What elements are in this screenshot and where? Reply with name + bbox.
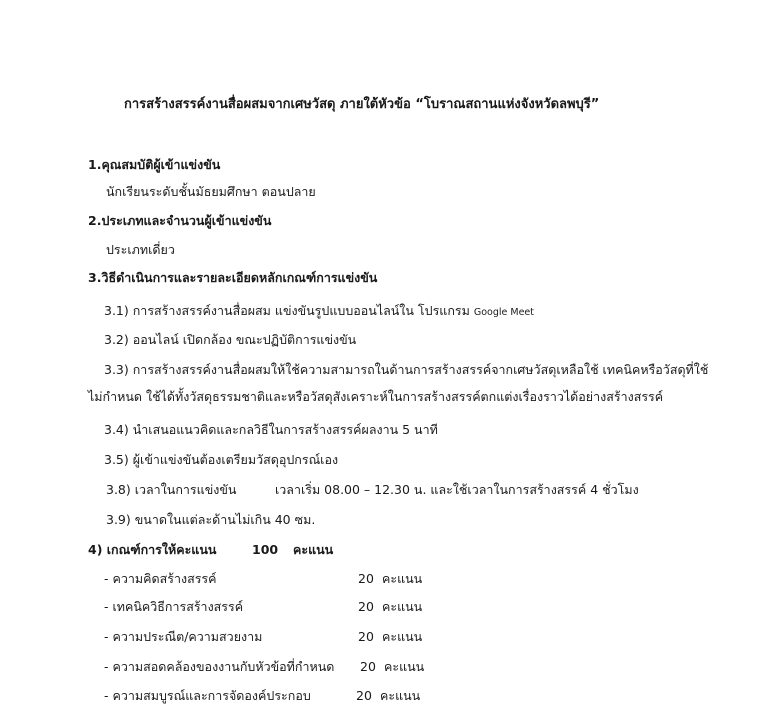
- section-3-item-5: 3.5) ผู้เข้าแข่งขันต้องเตรียมวัสดุอุปกรณ์เอง: [104, 452, 339, 467]
- section-3-item-2: 3.2) ออนไลน์ เปิดกล้อง ขณะปฏิบัติการแข่งขัน: [104, 332, 357, 347]
- criteria-2-unit: คะแนน: [382, 599, 423, 614]
- section-3-heading: 3.วิธีดำเนินการและรายละเอียดหลักเกณฑ์การแข่งขัน: [88, 270, 378, 285]
- section-3-item-6-label: 3.8) เวลาในการแข่งขัน: [106, 482, 237, 497]
- criteria-3-score: 20: [358, 629, 374, 644]
- criteria-3-label: - ความประณีต/ความสวยงาม: [104, 629, 263, 644]
- section-4-unit: คะแนน: [293, 542, 334, 557]
- criteria-4-label: - ความสอดคล้องของงานกับหัวข้อที่กำหนด: [104, 659, 335, 674]
- section-4-total: 100: [252, 542, 279, 557]
- section-3-item-7: 3.9) ขนาดในแต่ละด้านไม่เกิน 40 ซม.: [106, 512, 316, 527]
- criteria-2-score: 20: [358, 599, 374, 614]
- section-2-heading: 2.ประเภทและจำนวนผู้เข้าแข่งขัน: [88, 213, 272, 228]
- google-meet-label: Google Meet: [473, 307, 534, 318]
- section-3-item-6-value: เวลาเริ่ม 08.00 – 12.30 น. และใช้เวลาในการสร้างสรรค์ 4 ชั่วโมง: [275, 482, 639, 497]
- section-4-heading: 4) เกณฑ์การให้คะแนน: [88, 542, 217, 557]
- criteria-4-unit: คะแนน: [384, 659, 425, 674]
- criteria-1-label: - ความคิดสร้างสรรค์: [104, 571, 217, 586]
- criteria-1-unit: คะแนน: [382, 571, 423, 586]
- criteria-5-score: 20: [356, 688, 372, 703]
- criteria-5-unit: คะแนน: [380, 688, 421, 703]
- section-1-body: นักเรียนระดับชั้นมัธยมศึกษา ตอนปลาย: [106, 184, 316, 199]
- criteria-5-label: - ความสมบูรณ์และการจัดองค์ประกอบ: [104, 688, 311, 703]
- section-3-item-1-text: 3.1) การสร้างสรรค์งานสื่อผสม แข่งขันรูปแบบออนไลน์ใน โปรแกรม: [104, 303, 470, 318]
- section-1-heading: 1.คุณสมบัติผู้เข้าแข่งขัน: [88, 157, 221, 172]
- section-3-item-3-line-1: 3.3) การสร้างสรรค์งานสื่อผสมให้ใช้ความสามารถในด้านการสร้างสรรค์จากเศษวัสดุเหลือใช้ เทคนิคหรือวัสดุที่ใช้: [104, 362, 709, 377]
- criteria-2-label: - เทคนิควิธีการสร้างสรรค์: [104, 599, 244, 614]
- criteria-3-unit: คะแนน: [382, 629, 423, 644]
- criteria-1-score: 20: [358, 571, 374, 586]
- criteria-4-score: 20: [360, 659, 376, 674]
- document-title: การสร้างสรรค์งานสื่อผสมจากเศษวัสดุ ภายใต้หัวข้อ “โบราณสถานแห่งจังหวัดลพบุรี”: [124, 97, 600, 112]
- section-3-item-4: 3.4) นำเสนอแนวคิดและกลวิธีในการสร้างสรรค์ผลงาน 5 นาที: [104, 422, 438, 437]
- section-3-item-1: [104, 302, 534, 322]
- section-2-body: ประเภทเดี่ยว: [106, 242, 175, 257]
- section-3-item-3-line-2: ไม่กำหนด ใช้ได้ทั้งวัสดุธรรมชาติและหรือวัสดุสังเคราะห์ในการสร้างสรรค์ตกแต่งเรื่องราวได้อย่างสร้างสรรค์: [88, 389, 664, 404]
